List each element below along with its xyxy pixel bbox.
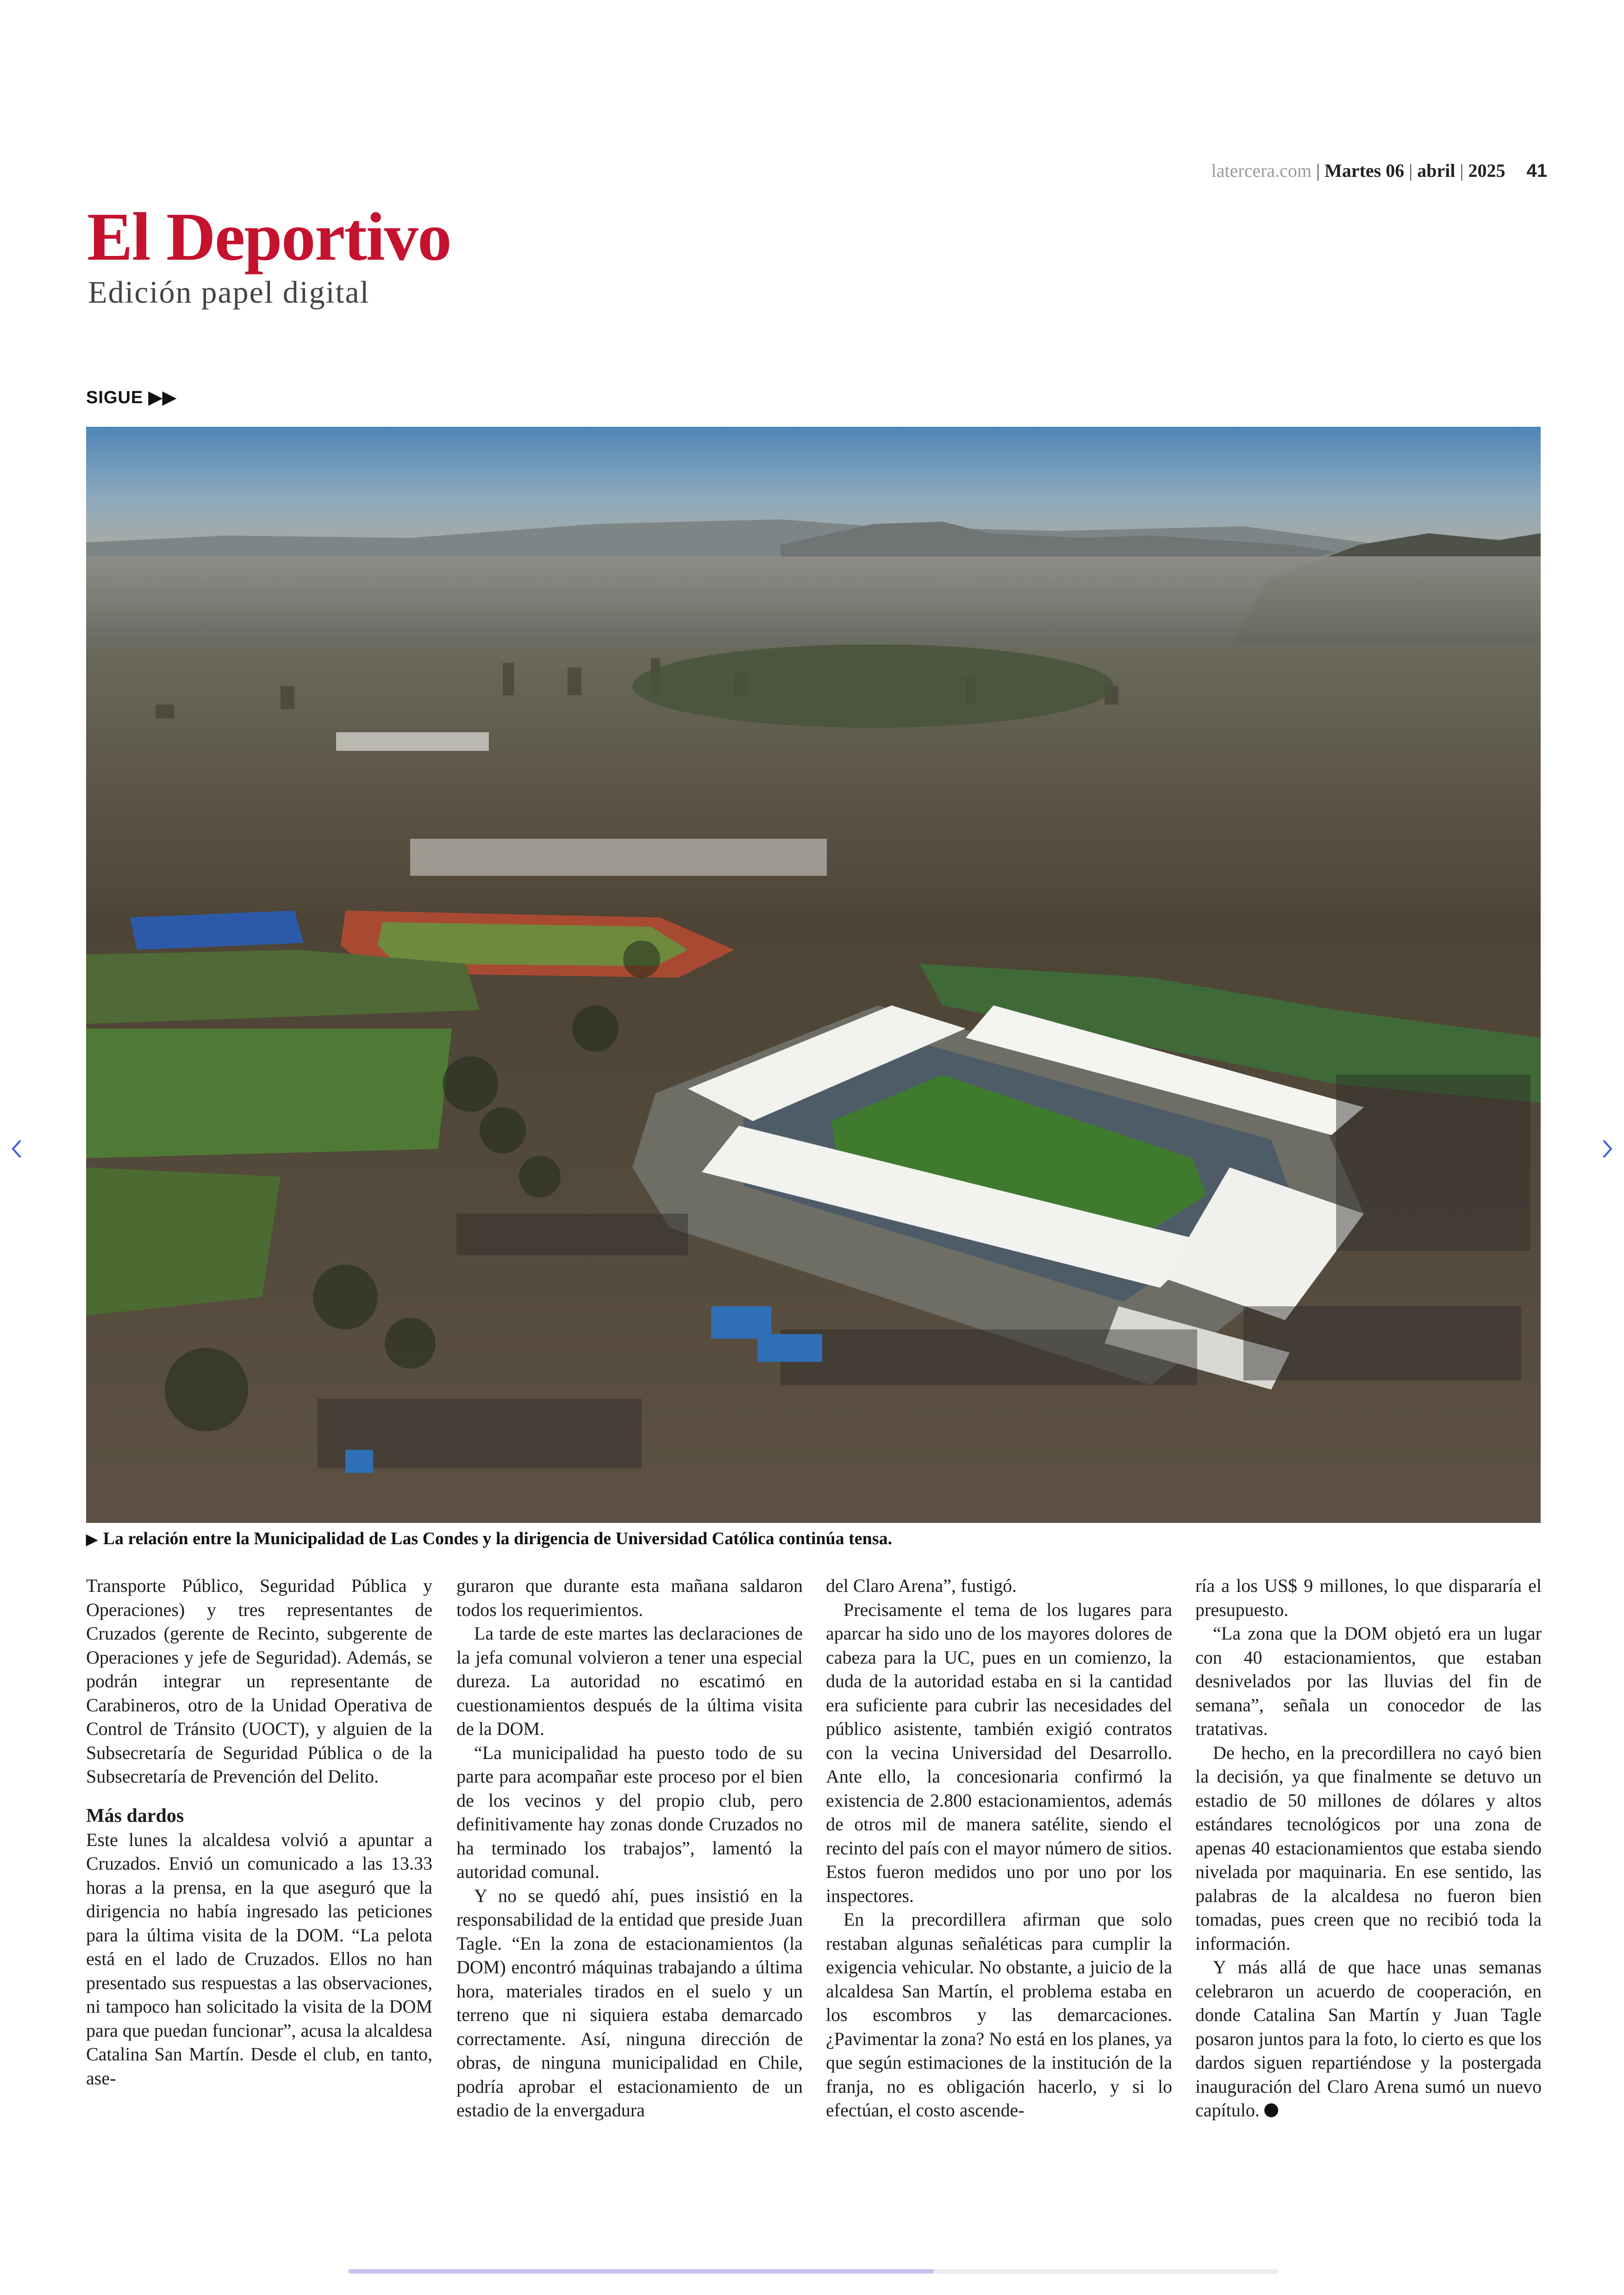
paragraph: Precisamente el tema de los lugares para aparcar ha sido uno de los mayores dolores de cabeza para la UC, pues en un comienzo, la duda de la autoridad estaba en si la cantidad era suficiente para cubrir las necesidades del público asistente, también exigió contratos con la vecina Universidad del Desarrollo. Ante ello, la concesionaria confirmó la existencia de 2.800 estacionamientos, además de otros mil de manera satélite, siendo el recinto del país con el mayor número de sitios. Estos fueron medidos uno por uno por los inspectores. — [826, 1599, 1172, 1906]
folio-day: Martes 06 — [1324, 160, 1405, 181]
paragraph: guraron que durante esta mañana saldaron todos los requerimientos. — [456, 1575, 803, 1620]
article-column-1 — [86, 1574, 432, 2090]
reading-progress-bar[interactable] — [348, 2269, 1279, 2274]
paragraph: Transporte Público, Seguridad Pública y Operaciones) y tres representantes de Cruzados (gerente de Recinto, subgerente de Operaciones y jefe de Seguridad). Además, se podrán integrar un representante de Carabineros, otro de la Unidad Operativa de Control de Tránsito (UOCT), y alguien de la Subsecretaría de Seguridad Pública o de la Subsecretaría de Prevención del Delito. — [86, 1575, 432, 1787]
prev-page-button[interactable] — [7, 1135, 26, 1163]
reading-progress-fill — [348, 2269, 934, 2274]
folio-year: 2025 — [1468, 160, 1505, 181]
folio-separator: | — [1409, 160, 1413, 181]
paragraph: Este lunes la alcaldesa volvió a apuntar a Cruzados. Envió un comunicado a las 13.33 horas a la prensa, en la que aseguró que la dirigencia no había ingresado las peticiones para la última visita de la DOM. “La pelota está en el lado de Cruzados. Ellos no han presentado sus respuestas a las observaciones, ni tampoco han solicitado la visita de la DOM para que puedan funcionar”, acusa la alcaldesa Catalina San Martín. Desde el club, en tanto, ase- — [86, 1829, 432, 2089]
paragraph-text: Y más allá de que hace unas semanas celebraron un acuerdo de cooperación, en donde Catalina San Martín y Juan Tagle posaron juntos para la foto, lo cierto es que los dardos siguen repartiéndose y la postergada inauguración del Claro Arena sumó un nuevo capítulo. — [1195, 1957, 1542, 2120]
page-folio — [1212, 160, 1547, 181]
aerial-illustration — [86, 427, 1541, 1523]
caption-text: La relación entre la Municipalidad de Las Condes y la dirigencia de Universidad Católica continúa tensa. — [103, 1529, 893, 1548]
stadium-aerial-photo — [86, 427, 1541, 1523]
site-name: latercera.com — [1211, 160, 1312, 181]
end-of-article-icon — [1264, 2103, 1278, 2117]
caption-marker: ▶ — [86, 1531, 98, 1547]
photo-caption — [86, 1528, 1541, 1549]
article-column-4 — [1195, 1574, 1542, 2122]
article-column-3 — [826, 1574, 1172, 2122]
chevron-right-icon — [1601, 1138, 1614, 1160]
paragraph: ría a los US$ 9 millones, lo que dispararía el presupuesto. — [1195, 1575, 1542, 1620]
paragraph: La tarde de este martes las declaraciones de la jefa comunal volvieron a tener una especial dureza. La autoridad no escatimó en cuestionamientos después de la última visita de la DOM. — [456, 1623, 803, 1739]
folio-separator: | — [1460, 160, 1464, 181]
paragraph: “La municipalidad ha puesto todo de su parte para acompañar este proceso por el bien de los vecinos y del propio club, pero definitivamente hay zonas donde Cruzados no ha terminado los trabajos”, lamentó la autoridad comunal. — [456, 1742, 803, 1882]
paragraph: De hecho, en la precordillera no cayó bien la decisión, ya que finalmente se detuvo un estadio de 50 millones de dólares y altos estándares tecnológicos por una zona de apenas 40 estacionamientos que estaba siendo nivelada por maquinaria. En ese sentido, las palabras de la alcaldesa no fueron bien tomadas, pues creen que no recibió toda la información. — [1195, 1742, 1542, 1954]
masthead-title: El Deportivo — [87, 199, 451, 275]
folio-month: abril — [1417, 160, 1455, 181]
paragraph: del Claro Arena”, fustigó. — [826, 1575, 1017, 1596]
masthead-subtitle: Edición papel digital — [88, 274, 370, 310]
paragraph: “La zona que la DOM objetó era un lugar con 40 estacionamientos, que estaban desnivelados por las lluvias del fin de semana”, señala un conocedor de las tratativas. — [1195, 1623, 1542, 1739]
paragraph-last — [1195, 1955, 1542, 2122]
chevron-left-icon — [10, 1138, 23, 1160]
article-column-2 — [456, 1574, 803, 2122]
page-number: 41 — [1526, 161, 1547, 181]
section-kicker: SIGUE ▶▶ — [86, 388, 177, 407]
paragraph: Y no se quedó ahí, pues insistió en la responsabilidad de la entidad que preside Juan Tagle. “En la zona de estacionamientos (la DOM) encontró máquinas trabajando a última hora, materiales tirados en el suelo y un terreno que ni siquiera estaba demarcado correctamente. Así, ninguna dirección de obras, de ninguna municipalidad en Chile, podría aprobar el estacionamiento de un estadio de la envergadura — [456, 1885, 803, 2120]
next-page-button[interactable] — [1598, 1135, 1617, 1163]
paragraph: En la precordillera afirman que solo restaban algunas señaléticas para cumplir la exigencia vehicular. No obstante, a juicio de la alcaldesa San Martín, el problema estaba en los escombros y las demarcaciones. ¿Pavimentar la zona? No está en los planes, ya que según estimaciones de la institución de la franja, no es obligación hacerlo, y si lo efectúan, el costo ascende- — [826, 1909, 1172, 2120]
folio-separator: | — [1316, 160, 1320, 181]
subheading: Más dardos — [86, 1805, 184, 1827]
